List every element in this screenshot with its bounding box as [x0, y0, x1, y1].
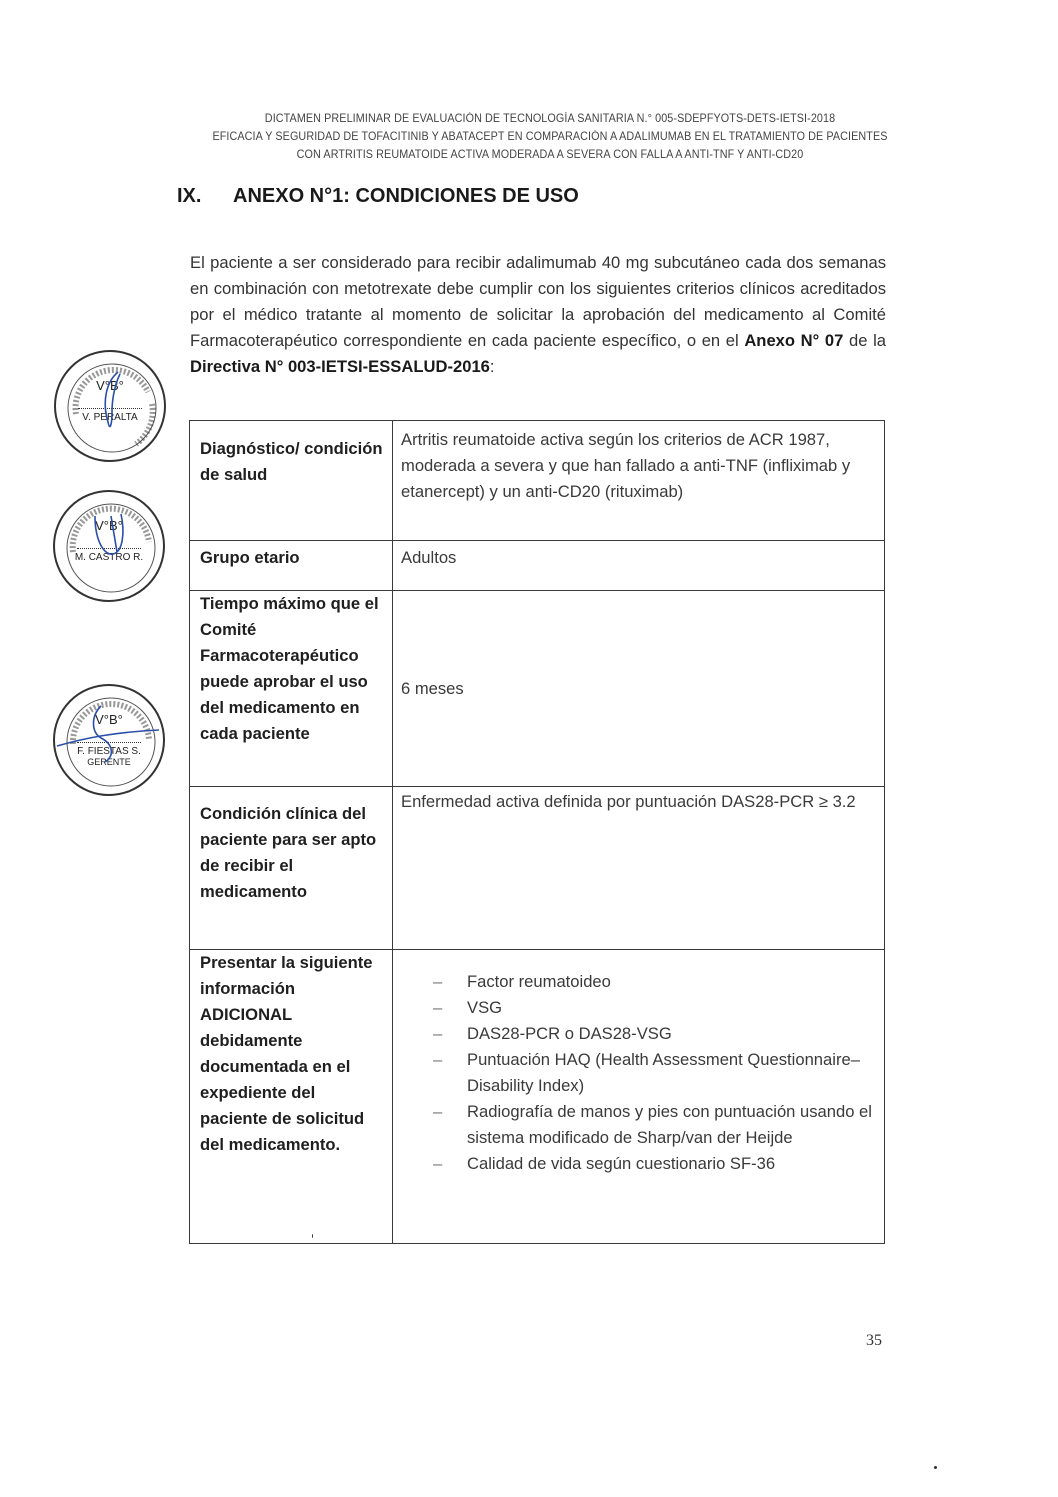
list-item — [433, 1047, 876, 1099]
table-row — [190, 541, 885, 591]
header-line-3: CON ARTRITIS REUMATOIDE ACTIVA MODERADA A SEVERA CON FALLA A ANTI-TNF Y ANTI-CD20 — [296, 148, 804, 161]
section-number: IX. — [177, 185, 202, 207]
intro-directive-ref: Directiva N° 003-IETSI-ESSALUD-2016 — [190, 357, 490, 376]
intro-text: : — [489, 357, 495, 376]
list-item-text: Factor reumatoideo — [467, 972, 611, 991]
stamp-name: F. FIESTAS S. — [77, 746, 141, 757]
list-item — [433, 1151, 876, 1177]
row-value: Enfermedad activa definida por puntuación DAS28-PCR ≥ 3.2 — [393, 787, 885, 950]
table-row — [190, 591, 885, 787]
row-label: Grupo etario — [190, 541, 393, 591]
stamp-vb: V°B° — [95, 518, 123, 533]
list-item — [433, 1099, 876, 1151]
scan-speck — [312, 1234, 313, 1238]
row-value: Adultos — [393, 541, 885, 591]
row-label: Tiempo máximo que el Comité Farmacoterapéutico puede aprobar el uso del medicamento en cada paciente — [190, 591, 393, 787]
stamp-title: GERENTE — [87, 757, 131, 767]
row-label: Condición clínica del paciente para ser apto de recibir el medicamento — [190, 787, 393, 950]
list-item-text: DAS28-PCR o DAS28-VSG — [467, 1024, 672, 1043]
stamp-name: M. CASTRO R. — [74, 552, 144, 563]
row-value: 6 meses — [393, 591, 885, 787]
document-header — [150, 110, 950, 164]
page-number: 35 — [866, 1332, 882, 1349]
intro-paragraph — [190, 250, 886, 380]
list-item-text: VSG — [467, 998, 503, 1017]
dash-bullet-icon: – — [433, 1102, 443, 1121]
list-item-text: Puntuación HAQ (Health Assessment Questionnaire–Disability Index) — [467, 1050, 860, 1095]
signature-icon — [56, 352, 168, 464]
approval-stamp-peralta — [54, 350, 166, 462]
stamp-vb: V°B° — [96, 378, 124, 393]
scan-speck — [934, 1466, 937, 1469]
required-info-list — [401, 969, 876, 1177]
table-row — [190, 950, 885, 1244]
intro-text: El paciente a ser considerado para recibir adalimumab 40 mg subcutáneo cada dos semanas en combinación con metotrexate debe cumplir con los siguientes criterios clínicos acreditados por el médico tratante al momento de solicitar la aprobación del medicamento al Comité Farmacoterapéutico correspondiente en cada paciente específico, o en el — [190, 253, 886, 350]
dash-bullet-icon: – — [433, 972, 443, 991]
approval-stamp-fiestas — [53, 684, 165, 796]
dash-bullet-icon: – — [433, 1154, 443, 1173]
list-item — [433, 1021, 876, 1047]
section-heading: ANEXO N°1: CONDICIONES DE USO — [233, 185, 579, 207]
list-item-text: Calidad de vida según cuestionario SF-36 — [467, 1154, 776, 1173]
approval-stamp-castro — [53, 490, 165, 602]
signature-icon — [55, 686, 167, 798]
row-label: Diagnóstico/ condición de salud — [190, 421, 393, 541]
table-row — [190, 787, 885, 950]
list-item-text: Radiografía de manos y pies con puntuación usando el sistema modificado de Sharp/van der Heijde — [467, 1102, 872, 1147]
signature-icon — [55, 492, 167, 604]
conditions-table — [189, 420, 885, 1244]
intro-text: de la — [843, 331, 887, 350]
row-label: Presentar la siguiente información ADICIONAL debidamente documentada en el expediente del paciente de solicitud del medicamento. — [190, 950, 393, 1244]
intro-annex-ref: Anexo N° 07 — [744, 331, 844, 350]
stamp-name: V. PERALTA — [82, 412, 138, 423]
section-title — [177, 185, 579, 208]
row-value: Artritis reumatoide activa según los criterios de ACR 1987, moderada a severa y que han fallado a anti-TNF (infliximab y etanercept) y un anti-CD20 (rituximab) — [393, 421, 885, 541]
list-item — [433, 969, 876, 995]
header-line-2: EFICACIA Y SEGURIDAD DE TOFACITINIB Y ABATACEPT EN COMPARACIÓN A ADALIMUMAB EN EL TRATAMIENTO DE PACIENTES — [212, 130, 888, 143]
table-row — [190, 421, 885, 541]
row-value — [393, 950, 885, 1244]
dash-bullet-icon: – — [433, 1024, 443, 1043]
dash-bullet-icon: – — [433, 998, 443, 1017]
stamp-vb: V°B° — [95, 712, 123, 727]
dash-bullet-icon: – — [433, 1050, 443, 1069]
header-line-1: DICTAMEN PRELIMINAR DE EVALUACIÓN DE TECNOLOGÍA SANITARIA N.° 005-SDEPFYOTS-DETS-IETSI-2018 — [264, 112, 836, 125]
list-item — [433, 995, 876, 1021]
